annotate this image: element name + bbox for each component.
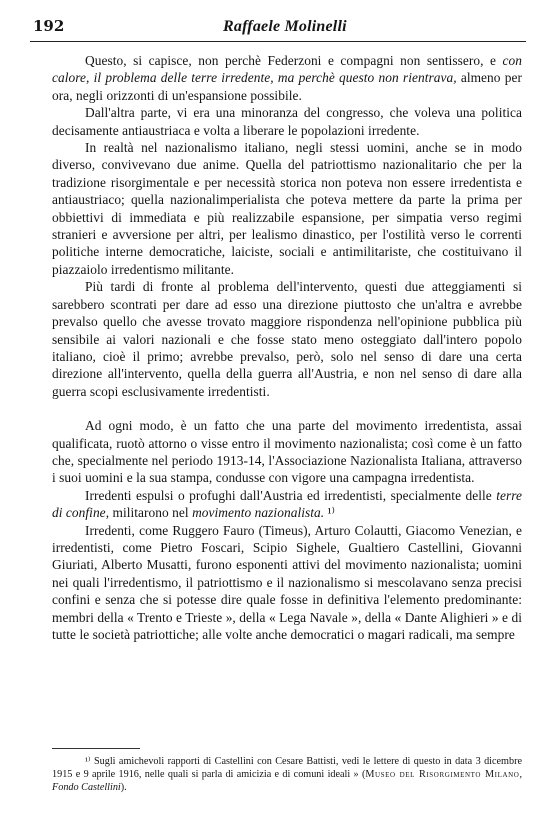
paragraph: In realtà nel nazionalismo italiano, negli stessi uomini, anche se in modo diverso, convivevano due anime. Quella del patriottismo nazionalitario che per la tradizione risorgimentale e per necessità storica non poteva non essere irredentista e antiaustriaco; quella nazionalimperialista che poteva mettere da parte la prima per obbiettivi di immediata e più realizzabile espansione, per simpatia verso regimi stranieri e avversione per altri, per lealismo dinastico, per l'ostilità verso le correnti politiche interne democratiche, laiciste, sociali e antimilitariste, che costituivano il piazzaiolo irredentismo militante.: [52, 140, 522, 277]
header-rule: [30, 41, 526, 42]
paragraph: Ad ogni modo, è un fatto che una parte del movimento irredentista, assai qualificata, ruotò attorno o visse entro il movimento nazionalista; così come è un fatto che, specialmente nel periodo 1913-14, l'Associazione Nazionalista Italiana, attraverso i suoi uomini e la sua stampa, condusse con vigore una campagna irredentista.: [52, 418, 522, 486]
page-number: 192: [33, 17, 65, 35]
footnote: ¹⁾ Sugli amichevoli rapporti di Castellini con Cesare Battisti, vedi le lettere di questo in data 3 dicembre 1915 e 9 aprile 1916, nelle quali si parla di amicizia e di comuni ideali » (Museo del Risorgimento Milano, Fondo Castellini).: [52, 756, 522, 794]
running-head: Raffaele Molinelli: [223, 18, 347, 35]
paragraph: Più tardi di fronte al problema dell'intervento, questi due atteggiamenti si sarebbero scontrati per dare ad esso una direzione piuttosto che un'altra e avrebbe prevalso quello che avesse trovato maggiore rispondenza nell'opinione pubblica più sensibile ai valori nazionali e che fosse stato meno osteggiato dall'intero popolo italiano, cioè il primo; avrebbe prevalso, però, solo nel senso di dare una certa direzione all'intervento, quella della guerra all'Austria, e non nel senso di dare alla guerra scopi esclusivamente irredentisti.: [52, 279, 522, 399]
paragraph: Dall'altra parte, vi era una minoranza del congresso, che voleva una politica decisamente antiaustriaca e volta a liberare le popolazioni irredente.: [52, 105, 522, 138]
footnote-marker: ¹⁾: [324, 505, 335, 521]
paragraph: Questo, si capisce, non perchè Federzoni e compagni non sentissero, e con calore, il problema delle terre irredente, ma perchè questo non rientrava, almeno per ora, negli orizzonti di un'espansione possibile.: [52, 53, 522, 103]
page-header: [33, 16, 525, 40]
paragraph: Irredenti espulsi o profughi dall'Austria ed irredentisti, specialmente delle terre di confine, militarono nel movimento nazionalista. ¹⁾: [52, 487, 522, 521]
paragraph: Irredenti, come Ruggero Fauro (Timeus), Arturo Colautti, Giacomo Venezian, e irredentisti, come Pietro Foscari, Scipio Sighele, Gualtiero Castellini, Giovanni Giuriati, Alberto Musatti, furono esponenti attivi del movimento nazionalista; uomini nei quali l'irredentismo, il patriottismo e il nazionalismo si mescolavano senza precisi confini e senza che si potesse dire quale fosse in definitiva l'elemento predominante: membri della « Trento e Trieste », della « Lega Navale », della « Dante Alighieri » e di tutte le società patriottiche; alle volte anche democratici o magari radicali, ma sempre: [52, 522, 522, 642]
body-text: [52, 52, 522, 643]
footnote-rule: [52, 748, 140, 749]
